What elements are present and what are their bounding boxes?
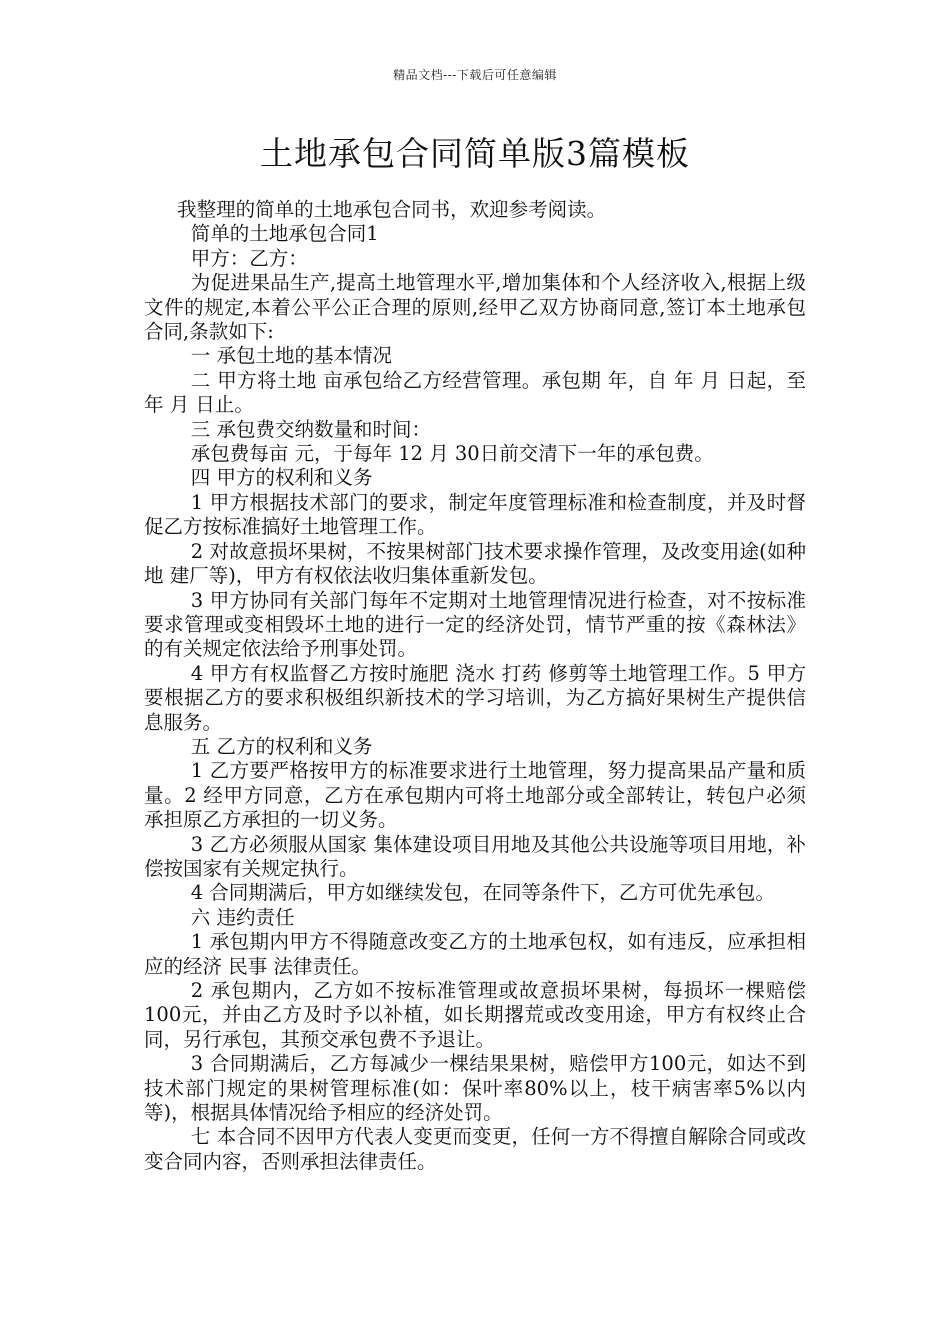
page-header: 精品文档---下载后可任意编辑 [393,68,557,82]
paragraph-clause: 1 甲方根据技术部门的要求，制定年度管理标准和检查制度，并及时督促乙方按标准搞好土地管理工作。 [144,490,806,539]
paragraph-section-1: 一 承包土地的基本情况 [190,344,392,368]
paragraph-section-7: 七 本合同不因甲方代表人变更而变更，任何一方不得擅自解除合同或改变合同内容，否则承担法律责任。 [144,1125,806,1173]
paragraph-intro: 我整理的简单的土地承包合同书，欢迎参考阅读。 [177,198,607,221]
paragraph-clause: 3 甲方协同有关部门每年不定期对土地管理情况进行检查，对不按标准要求管理或变相毁坏土地的进行一定的经济处罚，情节严重的按《森林法》的有关规定依法给予刑事处罚。 [144,588,806,661]
paragraph-section-3: 三 承包费交纳数量和时间： [190,417,431,441]
document-title: 土地承包合同简单版3篇模板 [260,134,690,173]
paragraph-clause: 2 承包期内，乙方如不按标准管理或故意损坏果树，每损坏一棵赔偿100元，并由乙方及时予以补植，如长期撂荒或改变用途，甲方有权终止合同，另行承包，其预交承包费不予退让。 [144,979,806,1051]
paragraph-section-2: 二 甲方将土地 亩承包给乙方经营管理。承包期 年，自 年 月 日起，至 年 月 日止。 [144,368,806,417]
paragraph-section-6: 六 违约责任 [190,905,295,929]
paragraph-parties: 甲方：乙方： [190,246,308,270]
paragraph-section-4: 四 甲方的权利和义务 [190,466,373,490]
paragraph-clause: 1 乙方要严格按甲方的标准要求进行土地管理，努力提高果品产量和质量。2 经甲方同意，乙方在承包期内可将土地部分或全部转让，转包户必须承担原乙方承担的一切义务。 [144,759,806,832]
paragraph-clause: 1 承包期内甲方不得随意改变乙方的土地承包权，如有违反，应承担相应的经济 民事 法律责任。 [144,930,806,978]
paragraph-clause: 3 合同期满后，乙方每减少一棵结果果树，赔偿甲方100元，如达不到技术部门规定的果树管理标准(如：保叶率80%以上，枝干病害率5%以内等)，根据具体情况给予相应的经济处罚。 [144,1052,806,1125]
paragraph-clause: 4 甲方有权监督乙方按时施肥 浇水 打药 修剪等土地管理工作。5 甲方要根据乙方的要求积极组织新技术的学习培训，为乙方搞好果树生产提供信息服务。 [144,661,806,734]
paragraph-clause: 3 乙方必须服从国家 集体建设项目用地及其他公共设施等项目用地，补偿按国家有关规定执行。 [144,832,806,880]
paragraph-section-5: 五 乙方的权利和义务 [190,734,373,758]
paragraph-preamble: 为促进果品生产,提高土地管理水平,增加集体和个人经济收入,根据上级文件的规定,本着公平公正合理的原则,经甲乙双方协商同意,签订本土地承包合同,条款如下: [144,271,806,344]
document-body [144,196,806,1174]
paragraph-clause: 2 对故意损坏果树，不按果树部门技术要求操作管理，及改变用途(如种地 建厂等)，甲方有权依法收归集体重新发包。 [144,539,806,588]
paragraph-clause: 4 合同期满后，甲方如继续发包，在同等条件下，乙方可优先承包。 [190,881,775,905]
paragraph-contract-heading: 简单的土地承包合同1 [190,222,379,246]
paragraph-fee: 承包费每亩 元，于每年 12 月 30日前交清下一年的承包费。 [190,442,714,466]
